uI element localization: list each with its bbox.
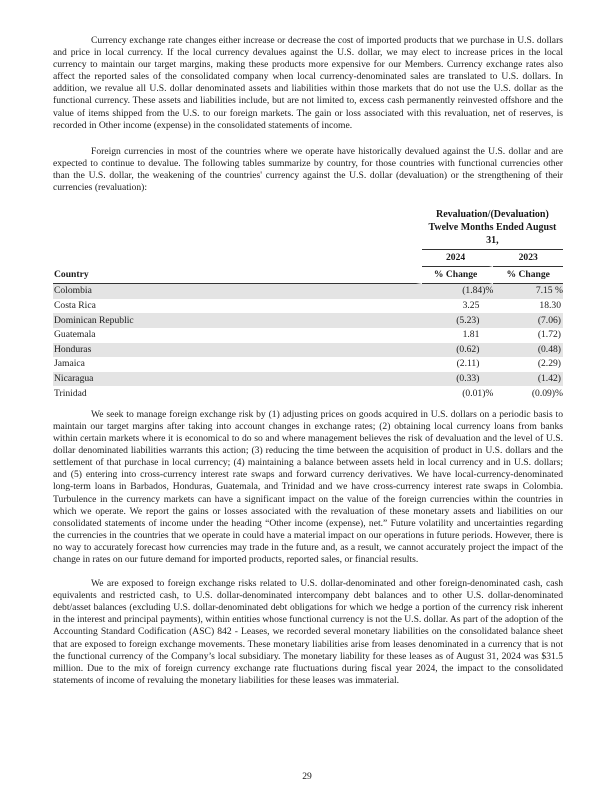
change-2024-cell: (2.11)	[456, 358, 480, 370]
table-row	[53, 386, 563, 401]
paragraph-risk-management: We seek to manage foreign exchange risk by (1) adjusting prices on goods acquired in U.S. dollars on a periodic basis to maintain our target margins after taking into account changes in exchange rates; (2) obtaining local currency loans from banks within certain markets where it is economical to do so and where management believes the risk of devaluation and the level of U.S. dollar denominated liabilities warrants this action; (3) reducing the time between the acquisition of product in U.S. dollars and the settlement of that purchase in local currency; (4) maintaining a balance between assets held in local currency and in U.S. dollars; and (5) entering into cross-currency interest rate swaps and forward currency derivatives. We have local-currency-denominated long-term loans in Barbados, Honduras, Guatemala, and Trinidad and we have cross-currency interest rate swaps in Colombia. Turbulence in the currency markets can have a significant impact on the value of the foreign currencies within the countries in which we operate. We report the gains or losses associated with the revaluation of these monetary assets and liabilities on our consolidated statements of income under the heading “Other income (expense), net.” Future volatility and uncertainties regarding the currencies in the countries that we operate in could have a material impact on our operations in future periods. However, there is no way to accurately forecast how currencies may trade in the future and, as a result, we cannot accurately project the impact of the change in rates on our future demand for imported products, reported sales, or financial results.	[53, 408, 563, 565]
country-column-header: Country	[53, 267, 422, 284]
revaluation-table	[53, 208, 563, 401]
country-cell: Dominican Republic	[53, 313, 422, 328]
change-2024-cell: (0.01)%	[462, 387, 494, 399]
table-year-row	[53, 250, 563, 267]
table-row	[53, 313, 563, 328]
change-2023-cell: (0.48)	[493, 343, 563, 358]
country-cell: Guatemala	[54, 329, 96, 341]
table-row	[53, 357, 563, 372]
year-header-2024: 2024	[422, 250, 494, 267]
paragraph-foreign-currencies: Foreign currencies in most of the countries where we operate have historically devalued against the U.S. dollar and are expected to continue to devalue. The following tables summarize by country, for those countries with functional currencies other than the U.S. dollar, the weakening of the countries' currency against the U.S. dollar (devaluation) or the strengthening of their currencies (revaluation):	[53, 145, 563, 194]
change-2024-cell: (0.62)	[422, 343, 494, 358]
table-row	[53, 284, 563, 299]
change-2023-cell: (0.09)%	[531, 387, 563, 399]
change-2024-cell: 1.81	[462, 329, 480, 341]
country-cell: Nicaragua	[53, 372, 422, 387]
country-cell: Jamaica	[54, 358, 85, 370]
change-2023-cell: (7.06)	[493, 313, 563, 328]
table-group-header-row	[53, 208, 563, 250]
change-2023-column-header: % Change	[493, 267, 563, 284]
table-row	[53, 343, 563, 358]
country-cell: Costa Rica	[54, 300, 96, 312]
country-cell: Trinidad	[54, 387, 87, 399]
paragraph-currency-exchange: Currency exchange rate changes either increase or decrease the cost of imported products that we purchase in U.S. dollars and price in local currency. If the local currency devalues against the U.S. dollar, we may elect to increase prices in the local currency to maintain our target margins, making these products more expensive for our Members. Currency exchange rates also affect the reported sales of the consolidated company when local currency-denominated sales are translated to U.S. dollars. In addition, we revalue all U.S. dollar denominated assets and liabilities within those markets that do not use the U.S. dollar as the functional currency. These assets and liabilities include, but are not limited to, excess cash permanently reinvested offshore and the value of items shipped from the U.S. to our foreign markets. The gain or loss associated with this revaluation, net of reserves, is recorded in Other income (expense) in the consolidated statements of income.	[53, 35, 563, 131]
change-2023-cell: 7.15 %	[493, 284, 563, 299]
table-row	[53, 328, 563, 343]
document-page	[53, 35, 563, 687]
revaluation-group-header: Revaluation/(Devaluation) Twelve Months Ended August 31,	[422, 208, 563, 250]
year-header-2023: 2023	[493, 250, 563, 267]
change-2024-column-header: % Change	[422, 267, 494, 284]
change-2024-cell: (5.23)	[422, 313, 494, 328]
change-2023-cell: 18.30	[539, 300, 561, 312]
change-2024-cell: (1.84)%	[422, 284, 494, 299]
country-cell: Honduras	[53, 343, 422, 358]
change-2023-cell: (1.42)	[493, 372, 563, 387]
page-number: 29	[302, 771, 312, 782]
table-row	[53, 372, 563, 387]
paragraph-fx-exposure: We are exposed to foreign exchange risks related to U.S. dollar-denominated and other foreign-denominated cash, cash equivalents and restricted cash, to U.S. dollar-denominated intercompany debt balances and to other U.S. dollar-denominated debt/asset balances (excluding U.S. dollar-denominated debt obligations for which we hedge a portion of the currency risk inherent in the interest and principal payments), within entities whose functional currency is not the U.S. dollar. As part of the adoption of the Accounting Standard Codification (ASC) 842 - Leases, we recorded several monetary liabilities on the consolidated balance sheet that are exposed to foreign exchange movements. These monetary liabilities arise from leases denominated in a currency that is not the functional currency of the Company’s local subsidiary. The monetary liability for these leases as of August 31, 2024 was $31.5 million. Due to the mix of foreign currency exchange rate fluctuations during fiscal year 2024, the impact to the consolidated statements of income of revaluing the monetary liabilities for these leases was immaterial.	[53, 578, 563, 686]
country-cell: Colombia	[53, 284, 422, 299]
change-2023-cell: (2.29)	[537, 358, 561, 370]
table-row	[53, 299, 563, 314]
table-column-header-row	[53, 267, 563, 284]
change-2024-cell: 3.25	[462, 300, 480, 312]
change-2023-cell: (1.72)	[537, 329, 561, 341]
change-2024-cell: (0.33)	[422, 372, 494, 387]
